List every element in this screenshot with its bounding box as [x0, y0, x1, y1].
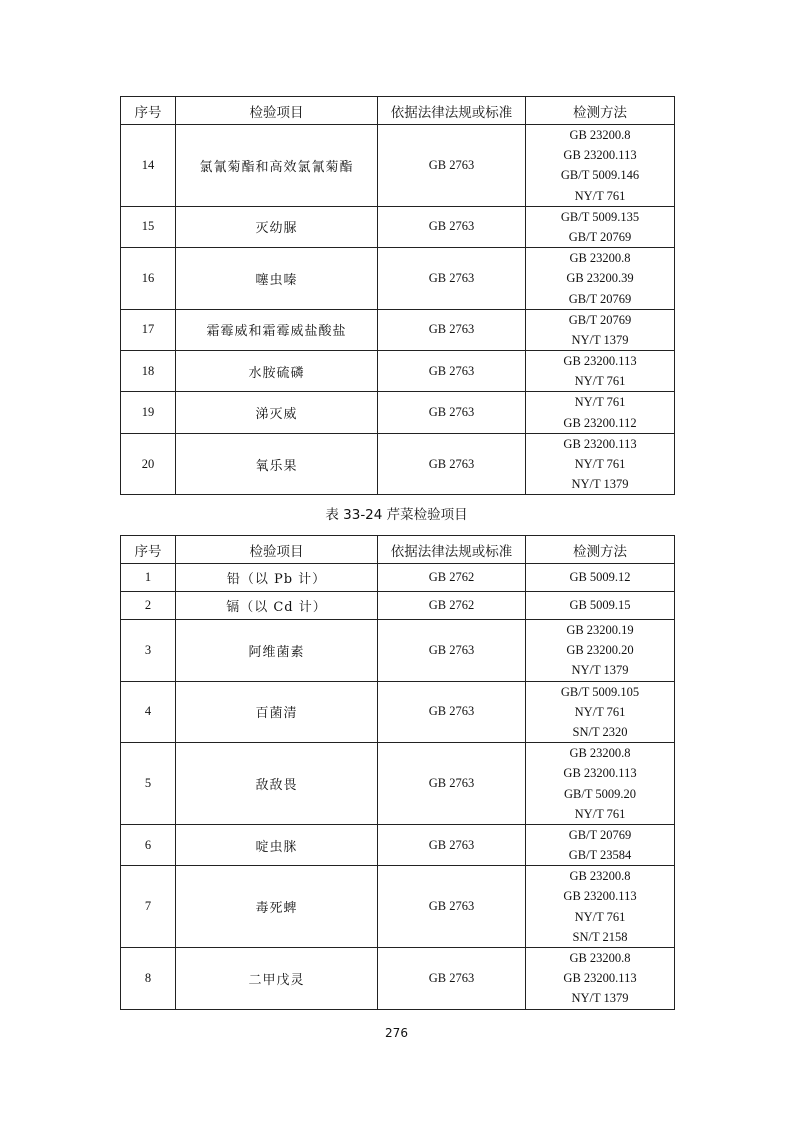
method-list [526, 206, 675, 247]
inspection-item: 氧乐果 [176, 433, 378, 495]
standard: GB 2763 [378, 866, 526, 948]
method-item: GB/T 20769 [568, 229, 632, 244]
method-item: GB 23200.8 [569, 951, 631, 965]
table-caption: 表 33-24 芹菜检验项目 [325, 507, 468, 523]
method-item: NY/T 1379 [571, 991, 629, 1006]
table-row [121, 564, 675, 592]
table-header-row [121, 97, 675, 125]
row-number: 20 [121, 433, 176, 495]
method-item: GB 5009.12 [569, 570, 631, 585]
standard: GB 2763 [378, 681, 526, 743]
method-item: GB/T 23584 [568, 848, 632, 863]
table-row [121, 592, 675, 620]
method-item: NY/T 761 [574, 374, 626, 389]
method-item: NY/T 761 [574, 395, 626, 410]
table-body [121, 125, 675, 495]
standard: GB 2763 [378, 248, 526, 310]
page-number: 276 [385, 1026, 408, 1040]
method-list [526, 824, 675, 865]
row-number: 17 [121, 309, 176, 350]
standard: GB 2763 [378, 351, 526, 392]
header-method: 检测方法 [526, 536, 675, 564]
method-list [526, 564, 675, 592]
method-item: GB 23200.112 [563, 415, 637, 430]
table-row [121, 681, 675, 743]
method-item: GB 23200.8 [569, 128, 631, 142]
method-item: GB/T 5009.146 [560, 168, 640, 183]
table-row [121, 206, 675, 247]
standard: GB 2763 [378, 206, 526, 247]
inspection-item: 水胺硫磷 [176, 351, 378, 392]
method-item: GB 23200.113 [563, 436, 637, 451]
method-item: GB 23200.8 [569, 746, 631, 761]
inspection-item: 敌敌畏 [176, 743, 378, 825]
method-item: GB 23200.113 [563, 766, 637, 781]
table-row [121, 824, 675, 865]
inspection-item: 阿维菌素 [176, 620, 378, 682]
method-item: GB 23200.113 [563, 354, 637, 369]
method-item: GB 23200.39 [566, 271, 634, 286]
inspection-item: 霜霉威和霜霉威盐酸盐 [176, 309, 378, 350]
header-standard: 依据法律法规或标准 [378, 536, 526, 564]
method-item: GB/T 5009.135 [560, 209, 640, 224]
row-number: 15 [121, 206, 176, 247]
row-number: 2 [121, 592, 176, 620]
row-number: 8 [121, 948, 176, 1010]
celery-inspection-table [120, 535, 675, 1010]
table-row [121, 433, 675, 495]
row-number: 7 [121, 866, 176, 948]
method-item: NY/T 761 [574, 457, 626, 471]
row-number: 6 [121, 824, 176, 865]
method-item: SN/T 2320 [572, 724, 628, 739]
standard: GB 2763 [378, 309, 526, 350]
standard: GB 2763 [378, 392, 526, 433]
standard: GB 2763 [378, 433, 526, 495]
table-row [121, 743, 675, 825]
header-item: 检验项目 [176, 536, 378, 564]
method-item: NY/T 761 [574, 704, 626, 719]
method-list [526, 866, 675, 948]
row-number: 16 [121, 248, 176, 310]
table-body [121, 564, 675, 1010]
header-item: 检验项目 [176, 97, 378, 125]
standard: GB 2763 [378, 743, 526, 825]
method-list [526, 681, 675, 743]
header-standard: 依据法律法规或标准 [378, 97, 526, 125]
method-item: NY/T 1379 [571, 477, 629, 492]
row-number: 4 [121, 681, 176, 743]
method-item: NY/T 761 [574, 806, 626, 821]
inspection-item: 二甲戊灵 [176, 948, 378, 1010]
inspection-item: 百菌清 [176, 681, 378, 743]
method-item: GB/T 5009.105 [560, 684, 640, 699]
inspection-item: 铅（以 Pb 计） [176, 564, 378, 592]
table-row [121, 620, 675, 682]
row-number: 5 [121, 743, 176, 825]
method-item: GB 23200.113 [563, 971, 637, 986]
method-item: NY/T 1379 [571, 332, 629, 347]
inspection-item: 氯氰菊酯和高效氯氰菊酯 [176, 125, 378, 207]
method-list [526, 948, 675, 1010]
method-item: NY/T 761 [574, 909, 626, 924]
standard: GB 2763 [378, 824, 526, 865]
table-row [121, 125, 675, 207]
method-item: SN/T 2158 [572, 929, 628, 944]
inspection-item: 毒死蜱 [176, 866, 378, 948]
standard: GB 2762 [378, 592, 526, 620]
method-item: NY/T 1379 [571, 663, 629, 678]
method-item: NY/T 761 [574, 188, 626, 203]
inspection-item: 噻虫嗪 [176, 248, 378, 310]
method-list [526, 392, 675, 433]
method-item: GB/T 20769 [568, 312, 632, 327]
method-item: GB 23200.19 [566, 623, 634, 637]
inspection-item: 啶虫脒 [176, 824, 378, 865]
standard: GB 2763 [378, 948, 526, 1010]
method-item: GB 23200.20 [566, 643, 634, 658]
method-list [526, 743, 675, 825]
method-list [526, 351, 675, 392]
row-number: 3 [121, 620, 176, 682]
method-item: GB/T 20769 [568, 291, 632, 306]
method-list [526, 309, 675, 350]
method-item: GB 23200.113 [563, 148, 637, 163]
table-row [121, 948, 675, 1010]
header-seq: 序号 [121, 97, 176, 125]
inspection-item: 涕灭威 [176, 392, 378, 433]
row-number: 19 [121, 392, 176, 433]
method-list [526, 433, 675, 495]
method-list [526, 125, 675, 207]
inspection-item: 镉（以 Cd 计） [176, 592, 378, 620]
method-item: GB 5009.15 [569, 598, 631, 613]
inspection-item: 灭幼脲 [176, 206, 378, 247]
method-item: GB/T 20769 [568, 827, 632, 842]
standard: GB 2763 [378, 125, 526, 207]
table-row [121, 309, 675, 350]
row-number: 18 [121, 351, 176, 392]
row-number: 14 [121, 125, 176, 207]
method-item: GB 23200.8 [569, 251, 631, 266]
table-row [121, 392, 675, 433]
table-header-row [121, 536, 675, 564]
header-method: 检测方法 [526, 97, 675, 125]
method-list [526, 592, 675, 620]
table-row [121, 866, 675, 948]
table-row [121, 351, 675, 392]
pesticide-table-1 [120, 96, 675, 495]
method-item: GB 23200.113 [563, 889, 637, 904]
method-list [526, 620, 675, 682]
table-row [121, 248, 675, 310]
row-number: 1 [121, 564, 176, 592]
method-item: GB 23200.8 [569, 869, 631, 884]
method-item: GB/T 5009.20 [564, 786, 636, 801]
header-seq: 序号 [121, 536, 176, 564]
standard: GB 2762 [378, 564, 526, 592]
method-list [526, 248, 675, 310]
standard: GB 2763 [378, 620, 526, 682]
